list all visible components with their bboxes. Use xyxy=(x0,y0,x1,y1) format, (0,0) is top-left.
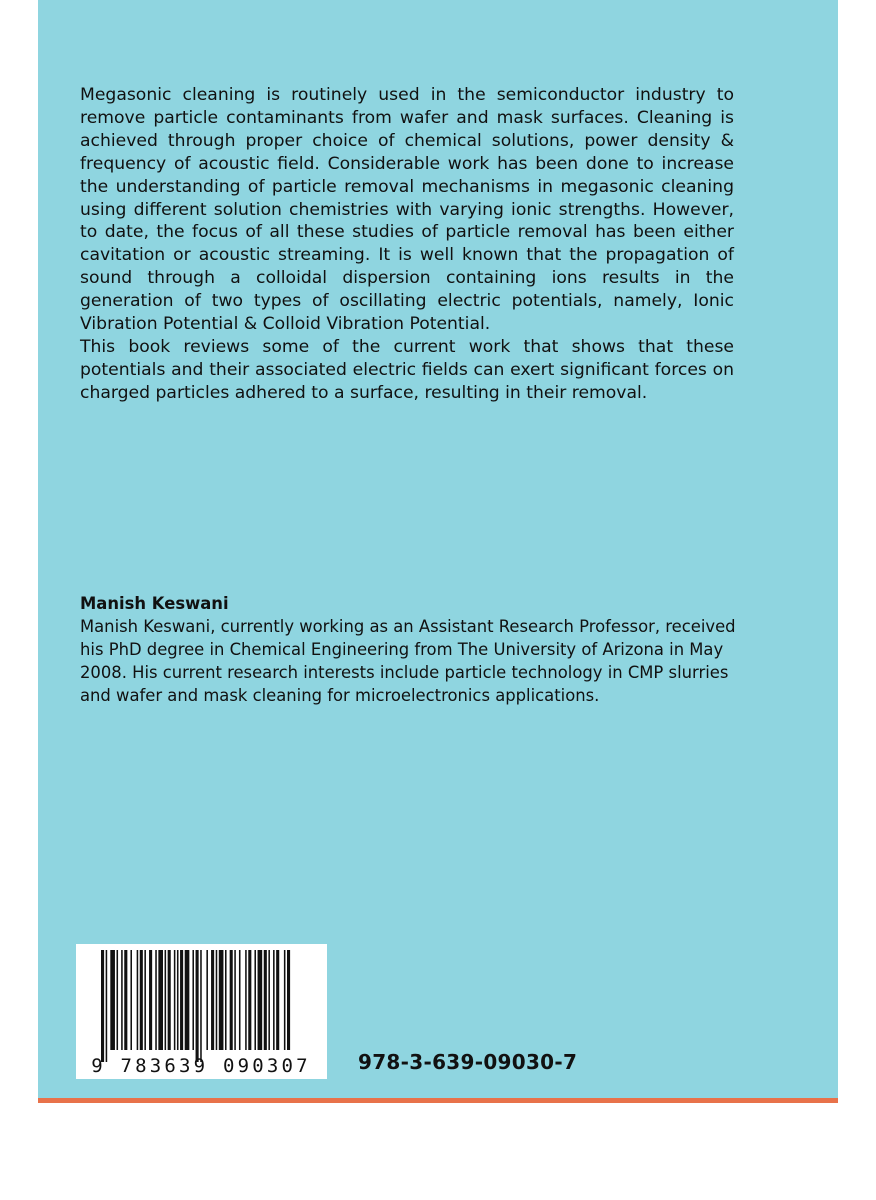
barcode-bar xyxy=(121,950,123,1050)
barcode-bar xyxy=(185,950,190,1050)
barcode-bar xyxy=(225,950,227,1050)
barcode-bar xyxy=(211,950,214,1050)
barcode-bar xyxy=(149,950,152,1050)
barcode-bar xyxy=(216,950,218,1050)
author-name: Manish Keswani xyxy=(80,594,229,613)
barcode-bar xyxy=(239,950,241,1050)
barcode-bar xyxy=(130,950,132,1050)
description-paragraph-1: Megasonic cleaning is routinely used in the semiconductor industry to remove particle contaminants from wafer and mask surfaces. Cleaning is achieved through proper choice of chemical solutions, power density & frequency of acoustic field. Considerable work has been done to increase the understanding of particle removal mechanisms in megasonic cleaning using different solution chemistries with varying ionic strengths. However, to date, the focus of all these studies of particle removal has been either cavitation or acoustic streaming. It is well known that the propagation of sound through a colloidal dispersion containing ions results in the generation of two types of oscillating electric potentials, namely, Ionic Vibration Potential & Colloid Vibration Potential. xyxy=(80,85,734,335)
barcode-bar xyxy=(273,950,275,1050)
book-description xyxy=(80,84,734,405)
barcode-bar xyxy=(106,950,108,1062)
bottom-stripe xyxy=(38,1098,838,1103)
barcode-bar xyxy=(117,950,119,1050)
barcode xyxy=(76,944,327,1079)
barcode-bar xyxy=(284,950,286,1050)
barcode-bar xyxy=(245,950,247,1050)
barcode-bar xyxy=(101,950,104,1062)
description-paragraph-2: This book reviews some of the current work that shows that these potentials and their associated electric fields can exert significant forces on charged particles adhered to a surface, resulting in their removal. xyxy=(80,336,734,403)
barcode-bar xyxy=(254,950,256,1050)
barcode-bar xyxy=(158,950,163,1050)
barcode-bar xyxy=(200,950,202,1062)
barcode-bar xyxy=(196,950,199,1062)
barcode-bar xyxy=(137,950,139,1050)
barcode-bar xyxy=(234,950,236,1050)
barcode-bar xyxy=(140,950,143,1050)
barcode-bar xyxy=(230,950,233,1050)
isbn-number: 978-3-639-09030-7 xyxy=(358,1050,578,1074)
author-bio: Manish Keswani, currently working as an Assistant Research Professor, received his PhD degree in Chemical Engineering from The University of Arizona in May 2008. His current research interests include particle technology in CMP slurries and wafer and mask cleaning for microelectronics applications. xyxy=(80,616,736,705)
barcode-bar xyxy=(248,950,251,1050)
barcode-bar xyxy=(192,950,194,1050)
barcode-bar xyxy=(177,950,179,1050)
barcode-bar xyxy=(264,950,267,1050)
barcode-bar xyxy=(287,950,290,1050)
barcode-bars xyxy=(76,944,327,1079)
barcode-bar xyxy=(268,950,270,1050)
barcode-bar xyxy=(219,950,224,1050)
barcode-bar xyxy=(155,950,157,1050)
barcode-bar xyxy=(174,950,176,1050)
barcode-bar xyxy=(124,950,127,1050)
barcode-bar xyxy=(276,950,279,1050)
barcode-bar xyxy=(180,950,183,1050)
barcode-digits: 9 783639 090307 xyxy=(91,1055,311,1077)
barcode-bar xyxy=(165,950,167,1050)
barcode-bar xyxy=(258,950,263,1050)
barcode-bar xyxy=(168,950,171,1050)
barcode-bar xyxy=(144,950,146,1050)
author-section xyxy=(80,593,740,708)
barcode-bar xyxy=(110,950,115,1050)
barcode-bar xyxy=(206,950,208,1050)
